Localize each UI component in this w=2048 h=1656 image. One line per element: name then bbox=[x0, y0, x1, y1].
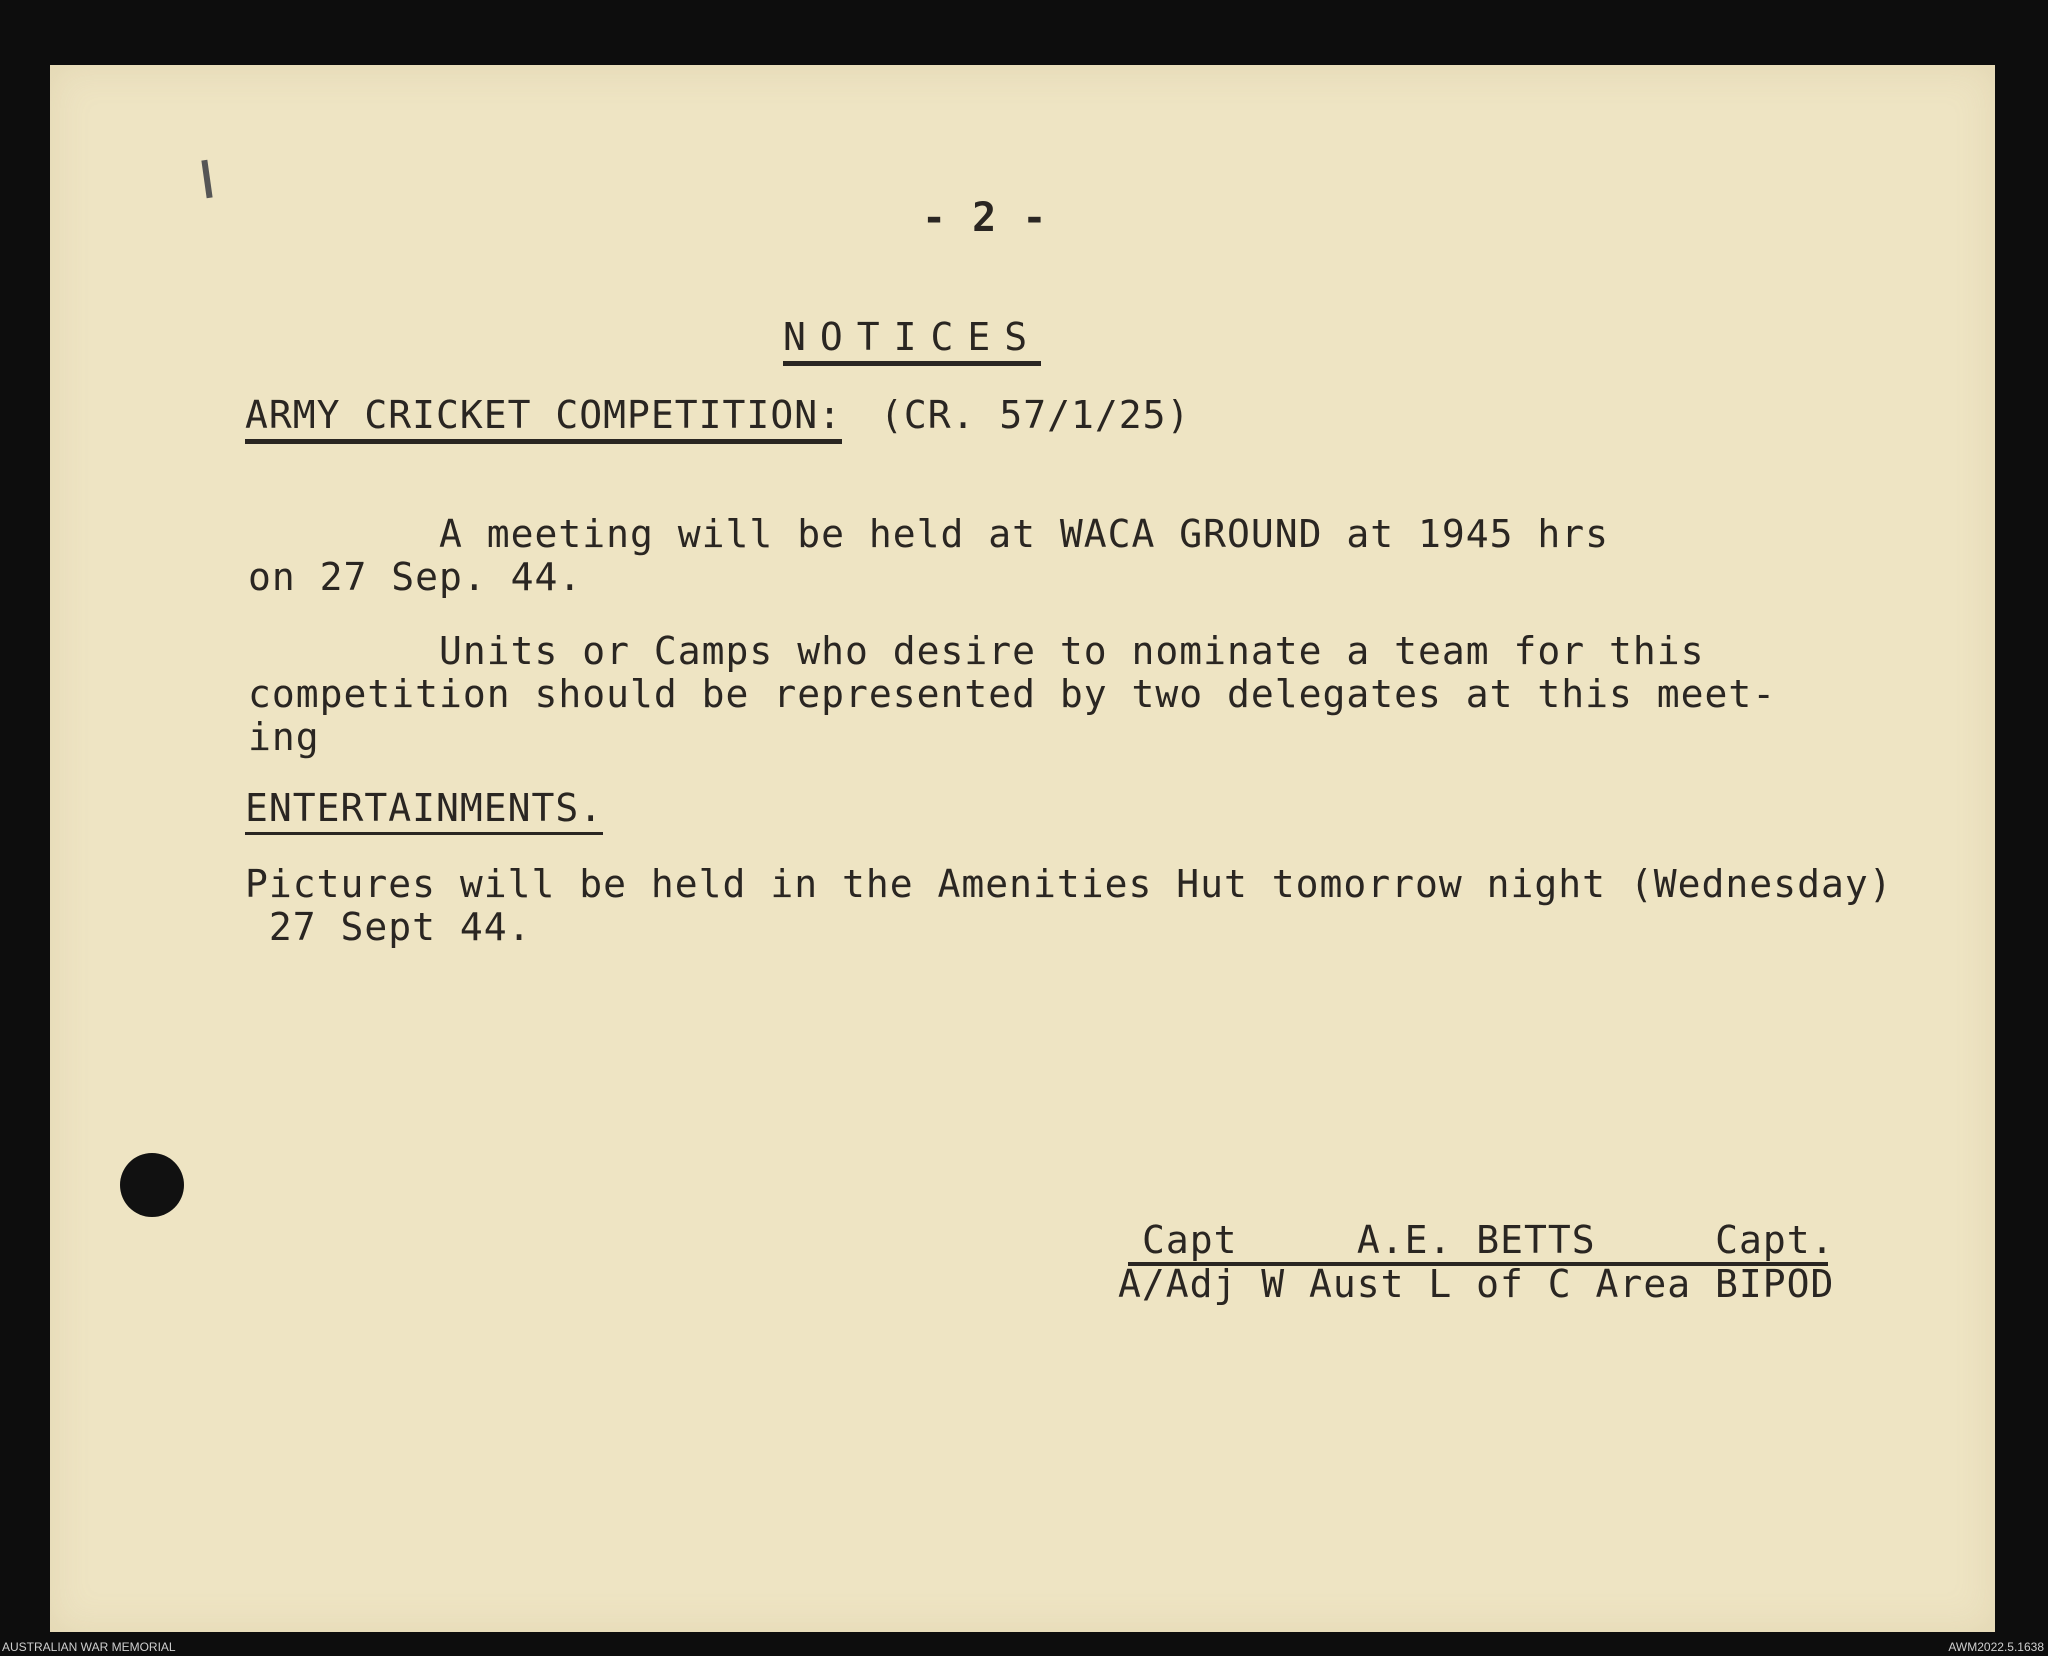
signature-name: Capt A.E. BETTS Capt. bbox=[1142, 1218, 1835, 1262]
punch-hole bbox=[120, 1153, 184, 1217]
notices-title: NOTICES bbox=[783, 315, 1041, 366]
entertainments-paragraph: Pictures will be held in the Amenities Hut tomorrow night (Wednesday) 27 Sept 44. bbox=[245, 862, 1893, 949]
entertainments-heading: ENTERTAINMENTS. bbox=[245, 786, 603, 835]
cricket-paragraph-units: Units or Camps who desire to nominate a team for this competition should be represented by two delegates at this meet- ing bbox=[248, 629, 1777, 759]
cricket-paragraph-meeting: A meeting will be held at WACA GROUND at 1945 hrs on 27 Sep. 44. bbox=[248, 512, 1610, 599]
accession-number: AWM2022.5.1638 bbox=[1948, 1640, 2044, 1654]
archive-caption: AUSTRALIAN WAR MEMORIAL bbox=[2, 1640, 176, 1654]
cricket-heading: ARMY CRICKET COMPETITION: bbox=[245, 393, 842, 444]
page-number: - 2 - bbox=[922, 195, 1048, 241]
signature-title: A/Adj W Aust L of C Area BIPOD bbox=[1118, 1262, 1835, 1306]
cricket-reference: (CR. 57/1/25) bbox=[880, 393, 1191, 437]
document-page bbox=[50, 65, 1995, 1632]
